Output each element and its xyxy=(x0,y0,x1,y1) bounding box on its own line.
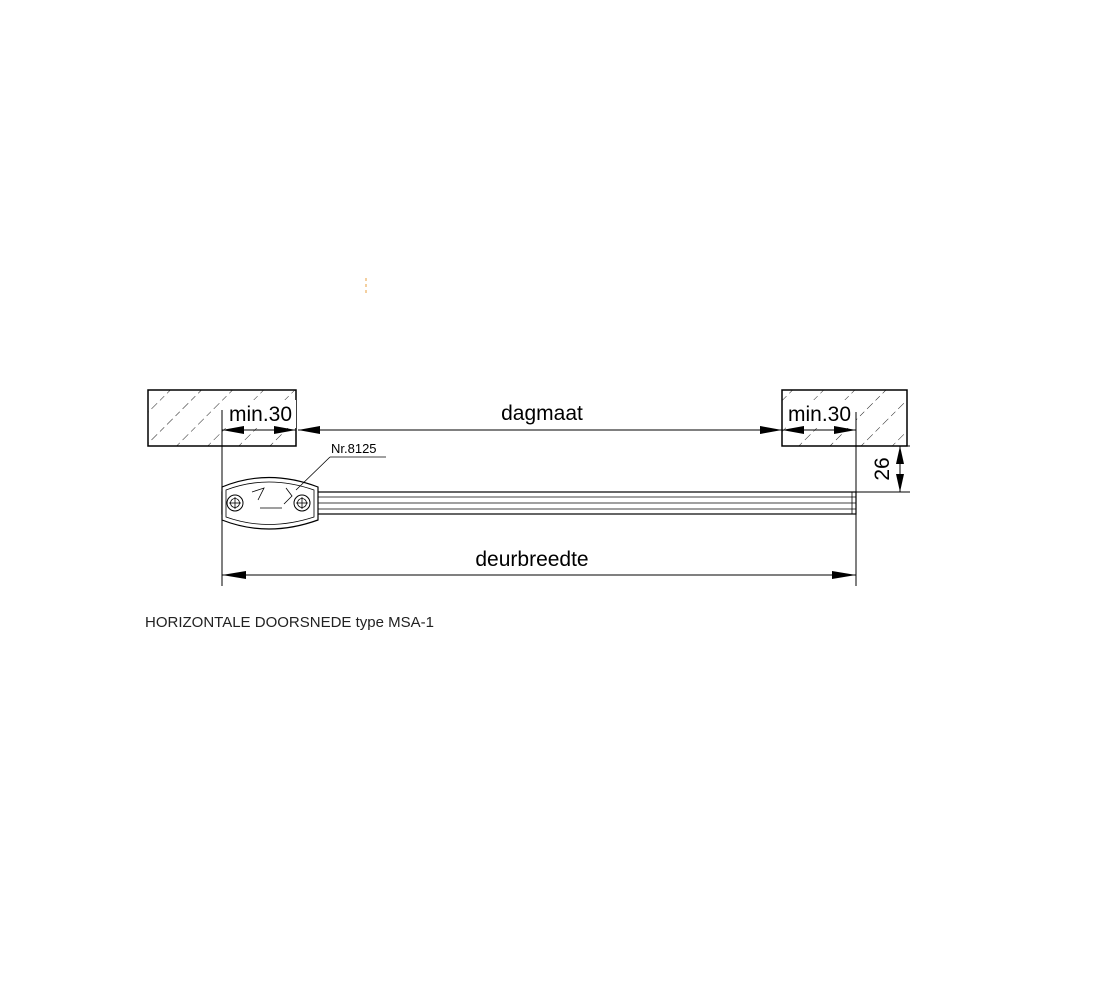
dimension-thickness xyxy=(856,446,910,492)
part-number-label: Nr.8125 xyxy=(331,441,377,456)
screw-icon xyxy=(294,495,310,511)
dimension-min-right xyxy=(782,400,856,586)
min-right-label: min.30 xyxy=(788,403,852,426)
part-number-callout xyxy=(296,441,386,490)
thickness-label: 26 xyxy=(871,457,894,481)
screw-icon xyxy=(227,495,243,511)
dimension-dagmaat xyxy=(298,402,782,434)
drawing-caption: HORIZONTALE DOORSNEDE type MSA-1 xyxy=(145,614,434,631)
dimension-deurbreedte xyxy=(222,548,856,579)
deurbreedte-label: deurbreedte xyxy=(475,548,589,571)
fitting-8125 xyxy=(222,478,318,530)
min-left-label: min.30 xyxy=(229,403,293,426)
dagmaat-label: dagmaat xyxy=(501,402,583,425)
